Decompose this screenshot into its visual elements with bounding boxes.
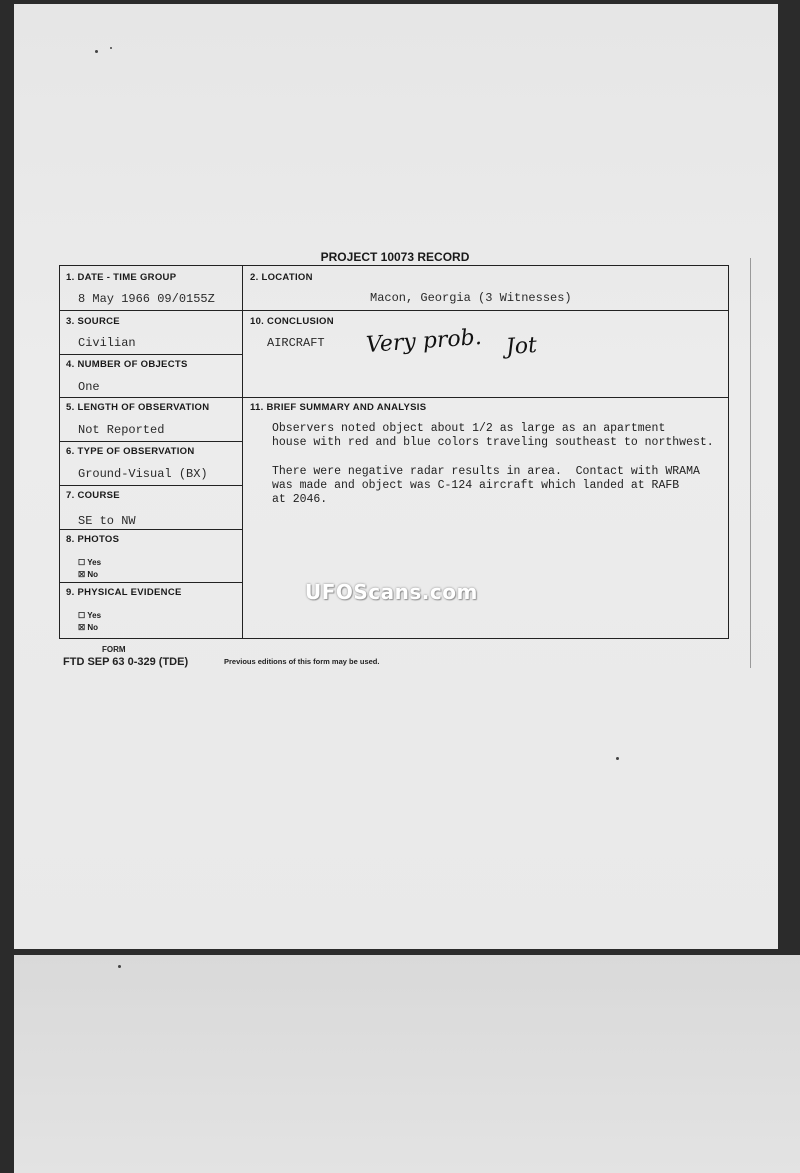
handwritten-note: Very prob. <box>365 324 483 359</box>
watermark: UFOScans.com <box>305 580 478 604</box>
length-value: Not Reported <box>78 423 165 437</box>
photos-label: 8. PHOTOS <box>66 534 120 545</box>
footer-form-id: FTD SEP 63 0-329 (TDE) <box>63 656 189 668</box>
source-value: Civilian <box>78 336 136 350</box>
course-value: SE to NW <box>78 514 136 528</box>
row-divider <box>60 354 243 355</box>
length-label: 5. LENGTH OF OBSERVATION <box>66 402 210 413</box>
row-divider <box>60 582 243 583</box>
source-label: 3. SOURCE <box>66 316 120 327</box>
speck <box>110 47 112 49</box>
summary-line: There were negative radar results in area. Contact with WRAMA <box>272 465 700 478</box>
date-label: 1. DATE - TIME GROUP <box>66 272 177 283</box>
row-divider <box>60 441 243 442</box>
summary-line: Observers noted object about 1/2 as large as an apartment <box>272 422 666 435</box>
evidence-label: 9. PHYSICAL EVIDENCE <box>66 587 182 598</box>
summary-line: at 2046. <box>272 493 328 506</box>
evidence-yes-checkbox: ☐ Yes <box>78 611 102 620</box>
footer-form-word: FORM <box>102 645 126 654</box>
photos-no-checkbox: ☒ No <box>78 570 99 579</box>
speck <box>616 757 619 760</box>
summary-line: house with red and blue colors traveling southeast to northwest. <box>272 436 714 449</box>
summary-label: 11. BRIEF SUMMARY AND ANALYSIS <box>250 402 427 413</box>
evidence-no-checkbox: ☒ No <box>78 623 99 632</box>
location-value: Macon, Georgia (3 Witnesses) <box>370 291 572 305</box>
summary-line: was made and object was C-124 aircraft which landed at RAFB <box>272 479 680 492</box>
speck <box>95 50 98 53</box>
objects-value: One <box>78 380 100 394</box>
record-title: PROJECT 10073 RECORD <box>320 250 470 264</box>
row-divider <box>242 397 728 398</box>
footer-note: Previous editions of this form may be used. <box>224 657 380 666</box>
course-label: 7. COURSE <box>66 490 120 501</box>
date-value: 8 May 1966 09/0155Z <box>78 292 215 306</box>
row-divider <box>242 310 728 311</box>
location-label: 2. LOCATION <box>250 272 313 283</box>
handwritten-initials: Jot <box>505 332 538 361</box>
row-divider <box>60 485 243 486</box>
conclusion-value: AIRCRAFT <box>267 336 325 350</box>
objects-label: 4. NUMBER OF OBJECTS <box>66 359 188 370</box>
row-divider <box>60 397 243 398</box>
backing-sheet <box>14 955 800 1173</box>
type-value: Ground-Visual (BX) <box>78 467 208 481</box>
speck <box>118 965 121 968</box>
conclusion-label: 10. CONCLUSION <box>250 316 334 327</box>
photos-yes-checkbox: ☐ Yes <box>78 558 102 567</box>
page-edge-line <box>750 258 751 668</box>
row-divider <box>60 529 243 530</box>
type-label: 6. TYPE OF OBSERVATION <box>66 446 195 457</box>
row-divider <box>60 310 243 311</box>
